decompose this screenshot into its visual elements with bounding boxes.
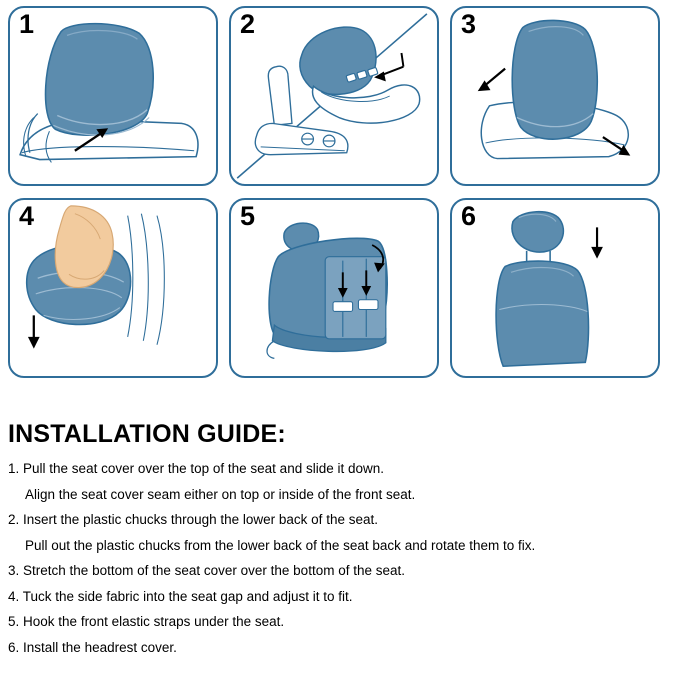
step-number-3: 3 — [461, 9, 477, 39]
instructions-list — [8, 462, 668, 666]
instruction-marker: 3. — [8, 563, 20, 578]
step-2-illustration — [231, 8, 437, 184]
instruction-marker: 2. — [8, 512, 20, 527]
instruction-marker: 6. — [8, 639, 20, 655]
instruction-marker: 1. — [8, 461, 20, 476]
instruction-line — [8, 488, 668, 502]
instruction-text: Insert the plastic chucks through the lower back of the seat. — [23, 512, 378, 527]
step-1-illustration — [10, 8, 216, 184]
step-3-illustration — [452, 8, 658, 184]
step-6-illustration — [452, 200, 658, 376]
instruction-marker: 5. — [8, 614, 20, 629]
instruction-line — [8, 615, 668, 629]
instruction-text: Pull the seat cover over the top of the seat and slide it down. — [23, 461, 384, 476]
step-panel-6 — [450, 198, 660, 378]
step-number-1: 1 — [19, 9, 35, 39]
step-illustrations-grid — [8, 6, 671, 378]
step-panel-5 — [229, 198, 439, 378]
instruction-text: Install the headrest cover. — [23, 639, 177, 655]
instruction-text: Pull out the plastic chucks from the lower back of the seat back and rotate them to fix. — [25, 537, 536, 553]
step-panel-4 — [8, 198, 218, 378]
step-panel-1 — [8, 6, 218, 186]
instruction-line — [8, 590, 668, 604]
instruction-line — [8, 539, 668, 553]
instruction-text: Stretch the bottom of the seat cover over the bottom of the seat. — [23, 563, 405, 578]
instruction-marker: 4. — [8, 588, 20, 604]
step-number-5: 5 — [240, 201, 256, 231]
step-number-2: 2 — [240, 9, 256, 39]
page-title: INSTALLATION GUIDE: — [8, 420, 286, 448]
instruction-text: Align the seat cover seam either on top or inside of the front seat. — [25, 486, 416, 502]
step-panel-2 — [229, 6, 439, 186]
step-number-6: 6 — [461, 201, 477, 231]
instruction-line — [8, 462, 668, 476]
step-5-illustration — [231, 200, 437, 376]
step-number-4: 4 — [19, 201, 35, 231]
instruction-line — [8, 564, 668, 578]
instruction-text: Hook the front elastic straps under the seat. — [23, 614, 285, 629]
instruction-line — [8, 513, 668, 527]
step-panel-3 — [450, 6, 660, 186]
instruction-line — [8, 641, 668, 655]
instruction-text: Tuck the side fabric into the seat gap and adjust it to fit. — [22, 588, 353, 604]
step-4-illustration — [10, 200, 216, 376]
